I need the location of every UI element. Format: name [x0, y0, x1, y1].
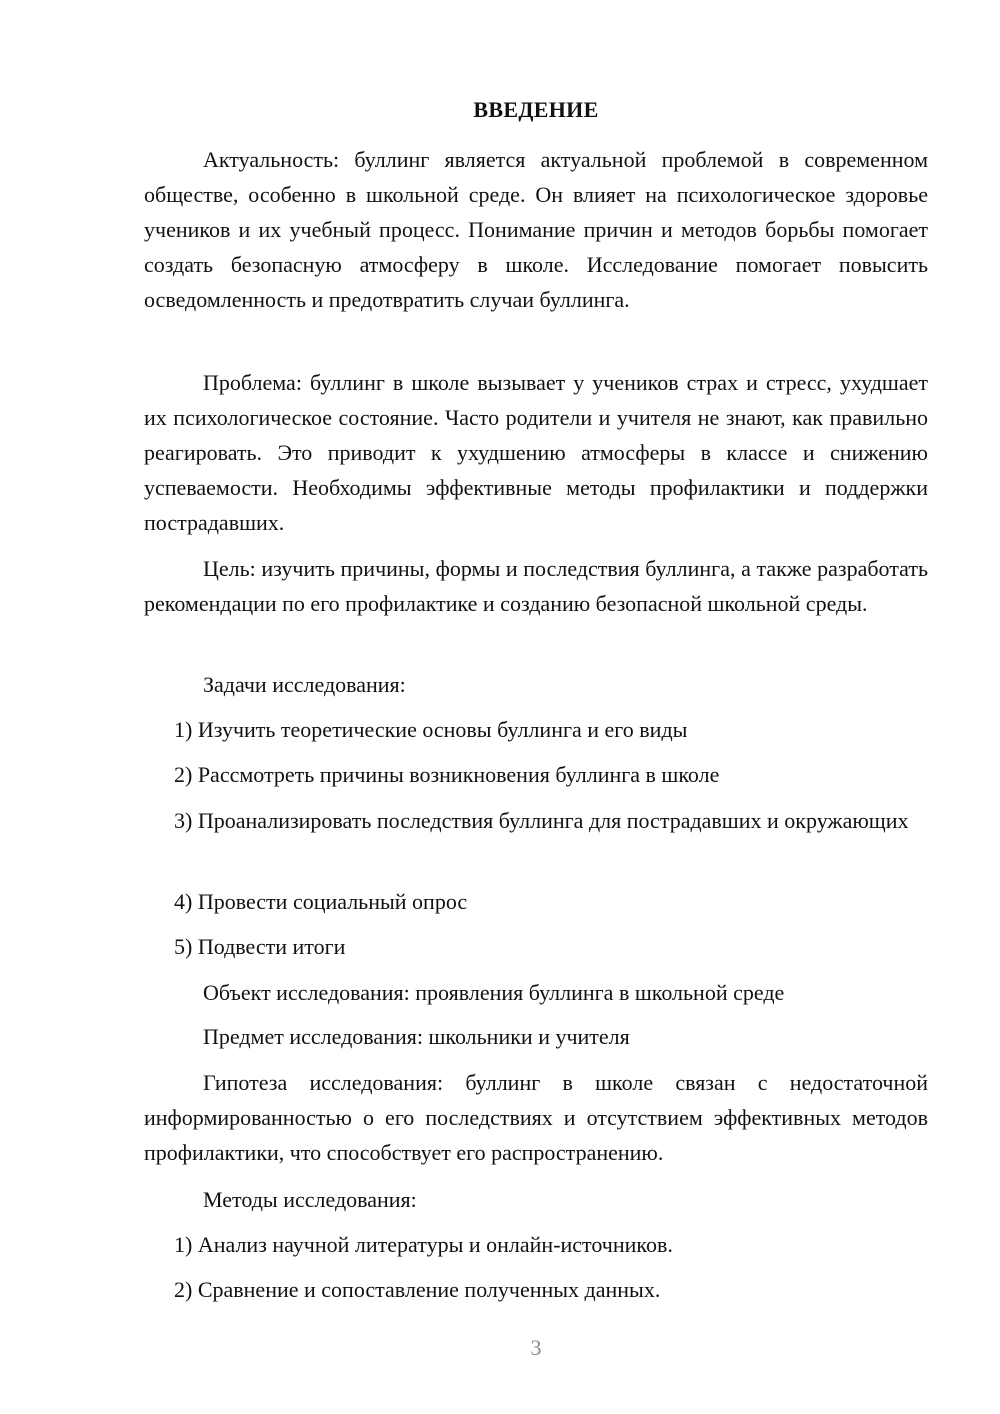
tasks-title: Задачи исследования:: [203, 672, 406, 697]
subject-paragraph: Предмет исследования: школьники и учителя: [203, 1024, 630, 1049]
methods-title: Методы исследования:: [203, 1187, 417, 1212]
section-heading: ВВЕДЕНИЕ: [473, 97, 599, 122]
hypothesis-paragraph: Гипотеза исследования: буллинг в школе связан с недостаточной информированностью о его последствиях и отсутствием эффективных методов профилактики, что способствует его распространению.: [144, 1070, 928, 1165]
problem-paragraph: Проблема: буллинг в школе вызывает у учеников страх и стресс, ухудшает их психологическое состояние. Часто родители и учителя не знают, как правильно реагировать. Это приводит к ухудшению атмосферы в классе и снижению успеваемости. Необходимы эффективные методы профилактики и поддержки пострадавших.: [144, 370, 928, 535]
task-item-1: 1) Изучить теоретические основы буллинга и его виды: [174, 717, 688, 742]
task-item-2: 2) Рассмотреть причины возникновения буллинга в школе: [174, 762, 720, 787]
goal-paragraph: Цель: изучить причины, формы и последствия буллинга, а также разработать рекомендации по его профилактике и созданию безопасной школьной среды.: [144, 556, 928, 616]
method-item-1: 1) Анализ научной литературы и онлайн-источников.: [174, 1232, 673, 1257]
task-item-3: 3) Проанализировать последствия буллинга для пострадавших и окружающих: [174, 808, 909, 833]
task-item-5: 5) Подвести итоги: [174, 934, 346, 959]
page-number: 3: [530, 1335, 542, 1360]
task-item-4: 4) Провести социальный опрос: [174, 889, 468, 914]
relevance-paragraph: Актуальность: буллинг является актуальной проблемой в современном обществе, особенно в школьной среде. Он влияет на психологическое здоровье учеников и их учебный процесс. Понимание причин и методов борьбы помогает создать безопасную атмосферу в школе. Исследование помогает повысить осведомленность и предотвратить случаи буллинга.: [144, 147, 928, 312]
method-item-2: 2) Сравнение и сопоставление полученных данных.: [174, 1277, 661, 1302]
object-paragraph: Объект исследования: проявления буллинга в школьной среде: [203, 980, 785, 1005]
